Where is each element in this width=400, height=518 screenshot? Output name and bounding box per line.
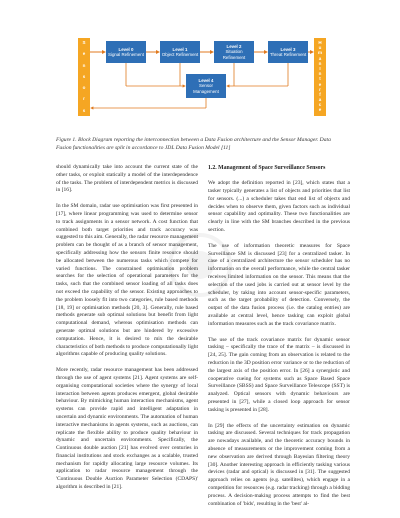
sensors-letter: s — [82, 107, 86, 113]
level-name: Signal Refinement — [108, 52, 144, 57]
figure-caption: Figure 1. Block Diagram reporting the interconnection between a Data Fusion architecture and the Sensor Manager. Data Fusion functionalities are split in accordance to JDL Data Fusion Model [11] — [56, 137, 331, 151]
hmi-letter: a — [318, 97, 322, 103]
hmi-letter: n — [318, 71, 322, 77]
hmi-letter: m — [317, 50, 322, 56]
level-label: Level 0 — [118, 46, 134, 52]
hmi-letter: H — [318, 40, 322, 45]
paragraph: In the SM domain, radar use optimisation was first presented in [17], where linear programming was used to determine sensor to track assignments in a sensor network. A cost function that combined both target priorities and track accuracy was suggested to this aim. Generally, the radar resource management problem can be thought of as a branch of sensor management, specifically addressing how the sensors finite resource should be allocated between the numerous tasks which compete for varied functions. The constrained optimisation problem searches for the selection of operational parameters for the tasks, such that the combined sensor loading of all tasks does not exceed the capability of the sensor. Existing approaches to the problem loosely fit into two categories, rule based methods [18, 19] or optimisation methods [20, 3]. Generally, rule based methods generate sub optimal solutions but benefit from light computational demand, whereas optimisation methods can generate optimal solutions but are hindered by excessive computation. Hence, it is desired to mix the desirable characteristics of both methods to produce computationally light algorithms capable of producing quality solutions. — [56, 203, 198, 358]
sensors-letter: S — [82, 40, 86, 45]
section-heading: 1.2. Management of Space Surveillance Sensors — [208, 165, 326, 171]
level-3-box — [268, 41, 308, 63]
left-column — [56, 164, 198, 500]
hmi-letter: r — [319, 86, 321, 92]
sensors-letter: e — [82, 51, 86, 57]
paragraph: The use of the track covariance matrix for dynamic sensor tasking – specifically the trace of the matrix – is discussed in [24, 25]. The gain coming from an observation is related to the reduction in the 3D position error variance or to the reduction of the largest axis of the position error. In [26] a synergistic and cooperative cueing for systems such as Space Based Space Surveillance (SBSS) and Space Surveillance Telescope (SST) is analyzed. Optical sensors with dynamic behaviours are presented in [27], while a closed loop approach for sensor tasking is presented in [28]. — [208, 336, 350, 413]
paragraph: In [29] the effects of the uncertainty estimation on dynamic tasking are discussed. Several techniques for track propagation are nowadays available, and the theoretic accuracy bounds in absence of measurements or the improvement coming from a new observation are derived through Bayesian filtering theory [30]. Another interesting approach in efficiently tasking various devices (radar and optical) is discussed in [31]. The suggested approach relies on agents (e.g. satellites), which engage in a competition for resources (e.g. radar tracking) through a bidding process. A decision-making process attempts to find the best combination of 'bids', resulting in the 'best' al- — [208, 422, 350, 507]
level-name: Situation Refinement — [222, 49, 246, 60]
hmi-letter: e — [318, 81, 322, 87]
hmi-letter: I — [319, 65, 321, 71]
paragraph: The use of information theoretic measures for Space Surveillance SM is discussed [23] for a centralized tasker. In case of a centralized architecture the sensor scheduler has no information on the overall performance, while the central tasker receives limited information on the sensor. This means that the selection of the used jobs is carried out at sensor level by the scheduler, by taking into account sensor-specific parameters, such as the target probability of detection. Conversely, the output of the data fusion process (i.e. the catalog entries) are available at central level, hence tasking can exploit global information measures such as the track covariance matrix. — [208, 242, 350, 327]
level-name: Sensor Management — [193, 83, 219, 94]
hmi-letter: a — [318, 55, 322, 61]
sensors-letter: n — [82, 62, 86, 68]
block-diagram-figure — [78, 38, 326, 116]
hmi-letter: u — [318, 45, 322, 51]
level-1-box — [160, 41, 200, 63]
paragraph: We adopt the definition reported in [23], which states that a tasker typically generates a list of objects and priorities that list for sensors. (...) a scheduler takes that end list of objects and decides when to observe them, given factors such as individual sensor capability and optimality. These two functionalities are clearly in line with the SM branches described in the previous section. — [208, 180, 350, 233]
paragraph: More recently, radar resource management has been addressed through the use of agent systems [21]. Agent systems are self-organising computational societies where the synergy of local interaction between agents produces emergent, global desirable behaviour. By mimicking human interaction mechanisms, agent systems can provide rapid and intelligent adaptation in uncertain and dynamic environments. The automation of human interactive mechanisms in agents systems, such as auctions, can replicate the flexible ability to produce quality behaviour in dynamic and uncertain environments. Specifically, the Continuous double auction [21] has evolved over centuries in financial institutions and stock exchanges as a scalable, trusted mechanism for rapidly allocating large resource volumes. Its application to radar resource management through the 'Continuous Double Auction Parameter Selection (CDAPS)' algorithm is described in [21]. — [56, 367, 198, 491]
level-0-box — [106, 41, 146, 63]
level-name: Object Refinement — [161, 52, 199, 57]
hmi-letter: f — [319, 91, 321, 97]
hmi-letter: t — [319, 76, 321, 82]
right-column — [208, 164, 350, 516]
level-2-box — [214, 41, 254, 63]
human-interface-bar — [314, 38, 326, 116]
level-name: Threat Refinement — [269, 52, 307, 57]
level-4-box — [186, 74, 226, 98]
level-label: Level 2 — [226, 44, 242, 50]
sensors-letter: s — [82, 73, 86, 79]
sensors-bar — [78, 38, 90, 116]
sensors-letter: r — [83, 96, 85, 102]
hmi-letter: e — [318, 107, 322, 113]
level-label: Level 1 — [172, 46, 188, 52]
sensors-letter: o — [82, 85, 86, 90]
level-label: Level 4 — [198, 78, 214, 84]
level-label: Level 3 — [280, 46, 296, 52]
hmi-letter: c — [318, 102, 322, 108]
hmi-letter: n — [318, 60, 322, 66]
paragraph: should dynamically take into account the current state of the other tasks, or exploit statically a model of the interdependence of the tasks. The problem of interdependent metrics is discussed in [16]. — [56, 164, 198, 194]
